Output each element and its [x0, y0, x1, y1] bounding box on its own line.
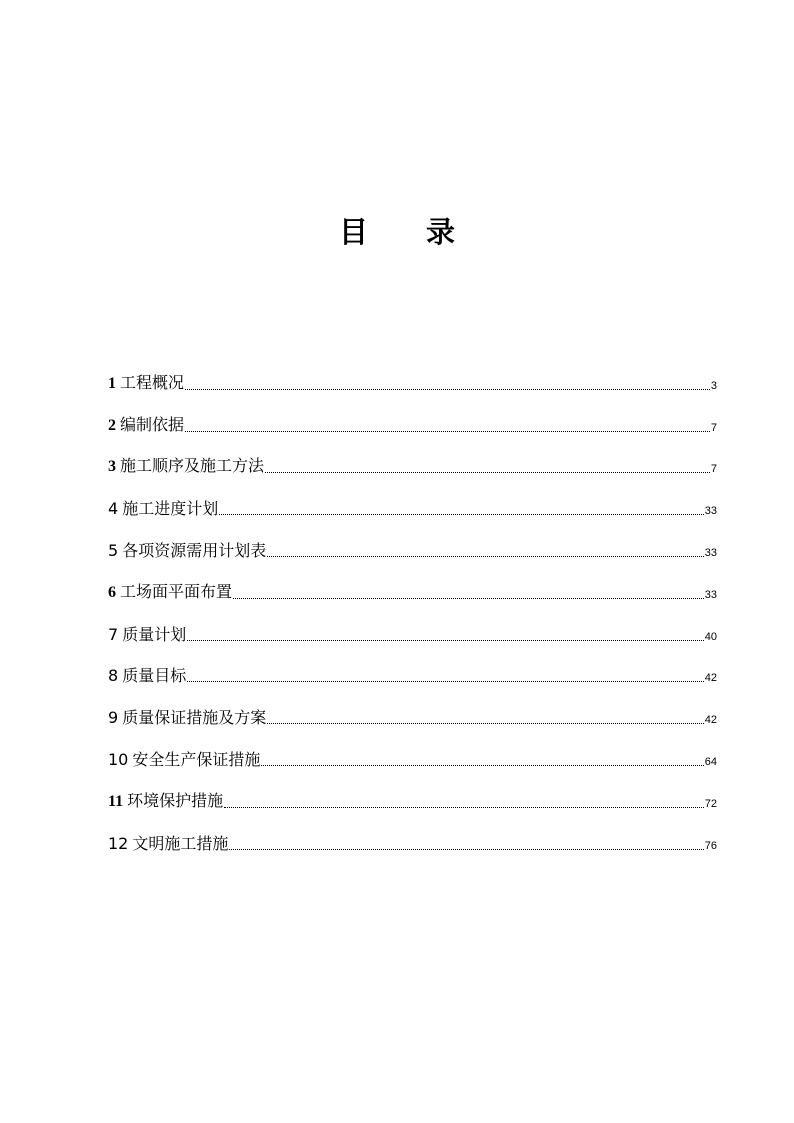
toc-entry-label: 安全生产保证措施	[132, 749, 261, 769]
toc-entry[interactable]	[108, 770, 717, 812]
toc-entry[interactable]	[108, 812, 717, 854]
toc-leader-dots	[265, 472, 710, 473]
toc-entry-text	[108, 750, 260, 770]
toc-entry-text	[108, 582, 232, 603]
toc-leader-dots	[219, 514, 704, 515]
toc-page-number: 7	[710, 421, 717, 434]
toc-page-number: 42	[704, 672, 717, 685]
toc-entry-label: 质量计划	[122, 624, 187, 644]
toc-leader-dots	[267, 723, 704, 724]
toc-entry-number: 12	[108, 833, 129, 853]
title-char-1: 目	[338, 215, 368, 249]
toc-entry-label: 质量保证措施及方案	[122, 708, 267, 728]
toc-entry-number: 11	[108, 792, 124, 810]
toc-page-number: 40	[704, 630, 717, 643]
toc-entry-text	[108, 791, 223, 812]
toc-entry-text	[108, 499, 218, 519]
toc-leader-dots	[187, 640, 704, 641]
toc-entry[interactable]	[108, 519, 717, 561]
toc-entry-text	[108, 666, 186, 686]
toc-page-number: 33	[704, 588, 717, 601]
title-char-2: 录	[426, 215, 456, 249]
toc-entry-label: 质量目标	[122, 666, 187, 686]
toc-entry-number: 7	[108, 624, 119, 644]
toc-entry[interactable]	[108, 561, 717, 603]
toc-entry-number: 6	[108, 583, 116, 601]
toc-entry-label: 各项资源需用计划表	[122, 540, 267, 560]
toc-page-number: 33	[704, 546, 717, 559]
toc-leader-dots	[261, 765, 703, 766]
toc-entry-number: 5	[108, 540, 119, 560]
toc-page-number: 42	[704, 714, 717, 727]
toc-leader-dots	[233, 598, 704, 599]
toc-leader-dots	[229, 849, 703, 850]
toc-entry-number: 10	[108, 749, 129, 769]
toc-entry-number: 1	[108, 374, 116, 392]
toc-entry[interactable]	[108, 436, 717, 478]
toc-page-number: 7	[710, 463, 717, 476]
toc-entry-label: 工场面平面布置	[120, 581, 233, 601]
page-title	[0, 210, 794, 251]
toc-page-number: 64	[704, 755, 717, 768]
toc-entry-label: 施工顺序及施工方法	[120, 456, 265, 476]
toc-entry-number: 8	[108, 666, 119, 686]
toc-page-number: 33	[704, 505, 717, 518]
toc-entry-label: 环境保护措施	[127, 790, 224, 810]
toc-entry-number: 2	[108, 416, 116, 434]
table-of-contents	[108, 352, 717, 854]
toc-entry[interactable]	[108, 352, 717, 394]
toc-entry[interactable]	[108, 394, 717, 436]
toc-entry-label: 文明施工措施	[132, 833, 229, 853]
toc-entry-text	[108, 415, 184, 436]
toc-leader-dots	[224, 807, 704, 808]
toc-entry-number: 9	[108, 708, 119, 728]
toc-leader-dots	[187, 681, 704, 682]
toc-entry-text	[108, 456, 264, 477]
toc-leader-dots	[185, 389, 710, 390]
toc-entry[interactable]	[108, 477, 717, 519]
toc-entry-number: 4	[108, 499, 119, 519]
toc-entry-text	[108, 373, 184, 394]
toc-entry[interactable]	[108, 686, 717, 728]
toc-entry-label: 编制依据	[120, 414, 185, 434]
toc-page-number: 72	[704, 797, 717, 810]
toc-page-number: 3	[710, 379, 717, 392]
toc-entry-number: 3	[108, 458, 116, 476]
toc-page-number: 76	[704, 839, 717, 852]
toc-entry-label: 施工进度计划	[122, 499, 219, 519]
toc-entry-text	[108, 708, 266, 728]
toc-entry-text	[108, 541, 266, 561]
toc-entry[interactable]	[108, 728, 717, 770]
toc-entry[interactable]	[108, 645, 717, 687]
toc-entry[interactable]	[108, 603, 717, 645]
toc-leader-dots	[267, 556, 704, 557]
toc-entry-text	[108, 834, 228, 854]
toc-entry-label: 工程概况	[120, 372, 185, 392]
toc-leader-dots	[185, 431, 710, 432]
toc-entry-text	[108, 625, 186, 645]
